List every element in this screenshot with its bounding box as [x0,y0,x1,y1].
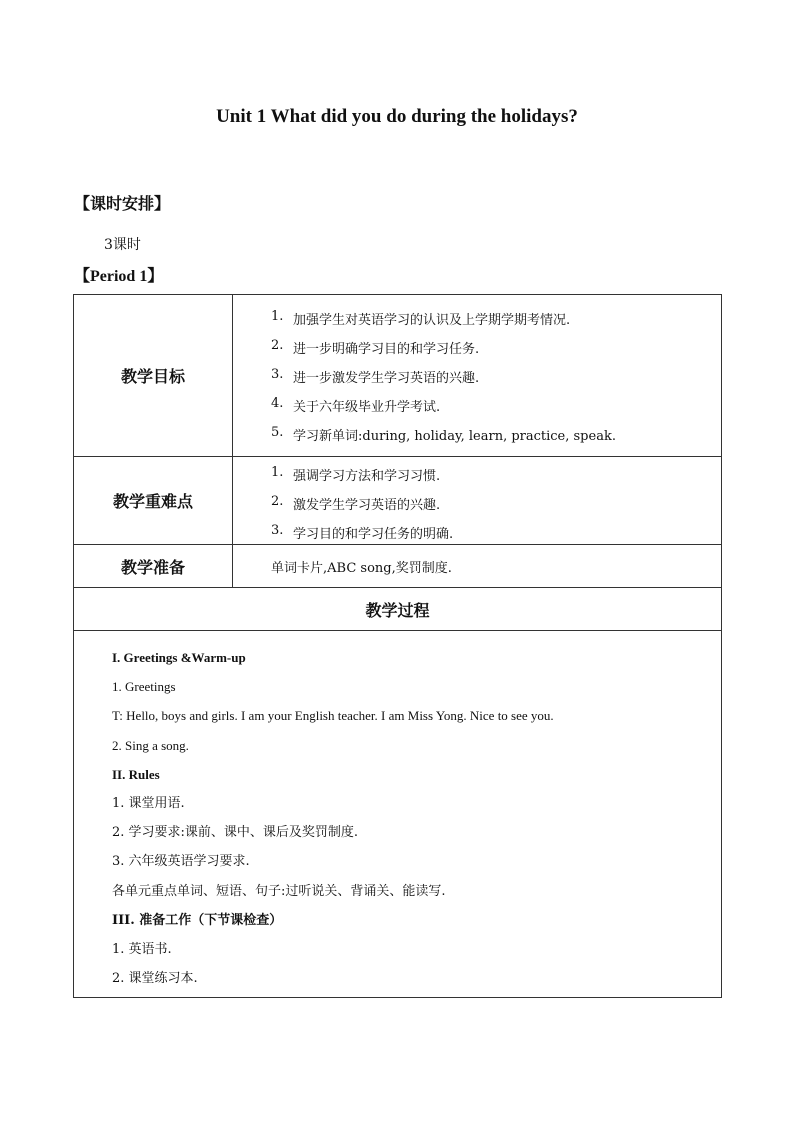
objectives-row [74,295,722,457]
list-item: 4. 关于六年级毕业升学考试. [271,396,721,425]
preparation-label: 教学准备 [74,545,233,588]
process-line: 1. Greetings [112,679,176,695]
period-heading: 【Period 1】 [74,268,164,285]
process-line: T: Hello, boys and girls. I am your English teacher. I am Miss Yong. Nice to see you. [112,708,554,724]
objective-text: 学习新单词:during, holiday, learn, practice, speak. [293,429,616,444]
key-point-text: 激发学生学习英语的兴趣. [293,498,441,513]
objectives-list [233,295,722,457]
section-heading-preparation: III. 准备工作（下节课检查） [112,912,283,928]
list-item: 1. 加强学生对英语学习的认识及上学期学期考情况. [271,309,721,338]
process-heading-row [74,588,722,631]
objectives-label: 教学目标 [74,295,233,457]
objective-text: 加强学生对英语学习的认识及上学期学期考情况. [293,313,571,328]
key-point-text: 强调学习方法和学习习惯. [293,469,441,484]
key-points-row [74,457,722,545]
process-line: 2. Sing a song. [112,737,189,753]
list-item: 2. 进一步明确学习目的和学习任务. [271,338,721,367]
list-item: 1. 强调学习方法和学习习惯. [271,465,721,494]
objective-text: 关于六年级毕业升学考试. [293,400,441,415]
process-line: 1. 课堂用语. [112,795,185,811]
document-title: Unit 1 What did you do during the holidays? [216,106,578,127]
key-points-label: 教学重难点 [74,457,233,545]
objective-text: 进一步明确学习目的和学习任务. [293,342,480,357]
list-item: 3. 进一步激发学生学习英语的兴趣. [271,367,721,396]
key-point-text: 学习目的和学习任务的明确. [293,527,454,542]
schedule-heading: 【课时安排】 [74,194,171,213]
preparation-row [74,545,722,588]
section-heading-greetings: I. Greetings &Warm-up [112,650,246,665]
objective-text: 进一步激发学生学习英语的兴趣. [293,371,480,386]
list-item: 3. 学习目的和学习任务的明确. [271,523,454,542]
process-line: 2. 课堂练习本. [112,971,198,987]
schedule-value: 3课时 [104,237,141,253]
process-body [74,631,722,998]
process-heading: 教学过程 [74,588,722,631]
process-line: 各单元重点单词、短语、句子:过听说关、背诵关、能读写. [112,883,446,899]
list-item: 2. 激发学生学习英语的兴趣. [271,494,721,523]
list-item: 5. 学习新单词:during, holiday, learn, practice, speak. [271,425,721,454]
process-line: 2. 学习要求:课前、课中、课后及奖罚制度. [112,825,359,841]
process-line: 3. 六年级英语学习要求. [112,854,250,870]
process-row [74,631,722,998]
lesson-plan-table [73,294,722,998]
preparation-text: 单词卡片,ABC song,奖罚制度. [233,545,722,588]
key-points-list [233,457,722,545]
section-heading-rules: II. Rules [112,766,160,782]
process-line: 1. 英语书. [112,941,172,957]
